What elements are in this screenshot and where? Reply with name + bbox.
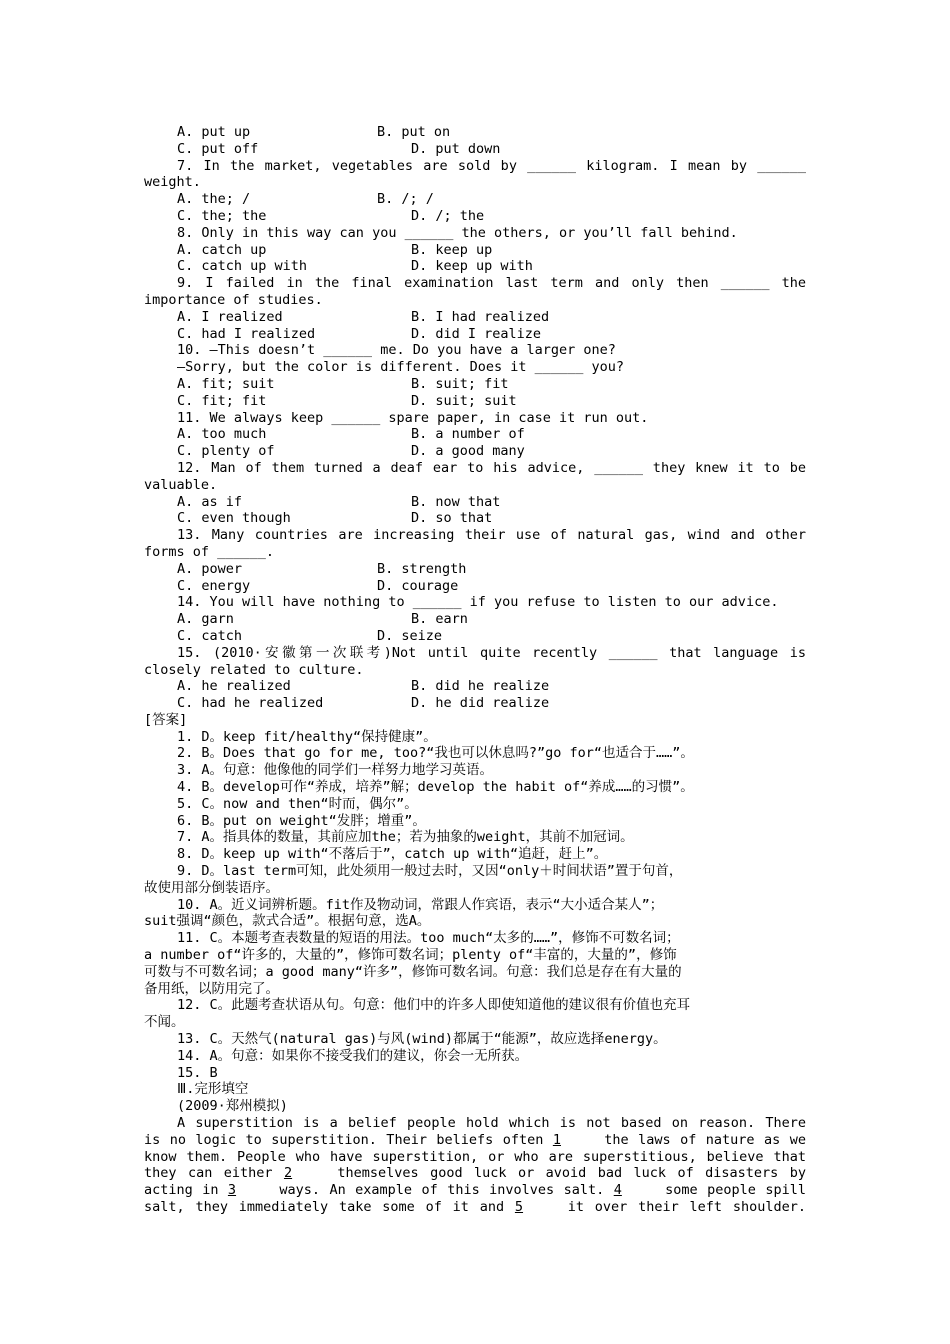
option-a: A. I realized [177,308,283,325]
question-7-options-row2 [144,208,806,225]
answer-11-cont-2: 可数与不可数名词；a good many“许多”，修饰可数名词。句意：我们总是存在有大量的 [144,963,682,980]
option-d: D. suit; suit [411,392,517,409]
cloze-passage-line-1: A superstition is a belief people hold which is not based on reason. There [177,1115,806,1132]
option-d: D. /; the [411,207,485,224]
question-14-stem: 14. You will have nothing to ______ if you refuse to listen to our advice. [177,594,779,611]
option-c: C. catch up with [177,258,308,275]
option-c: C. fit; fit [177,392,267,409]
answers-heading: [答案] [144,711,188,728]
question-11-options-row1 [144,426,806,443]
answer-1: 1. D。keep fit/healthy“保持健康”。 [177,728,437,745]
question-10-options-row1 [144,376,806,393]
option-d: D. keep up with [411,258,533,275]
option-d: D. so that [411,510,493,527]
question-9-stem: 9. I failed in the final examination last term and only then ______ the [177,275,806,292]
option-c: C. put off [177,140,259,157]
question-13-options-row1 [144,561,806,578]
option-a: A. he realized [177,678,291,695]
option-b: B. earn [411,611,468,628]
option-c: C. had I realized [177,325,316,342]
option-c: C. energy [177,577,251,594]
question-15-options-row1 [144,678,806,695]
option-b: B. I had realized [411,308,550,325]
option-a: A. as if [177,493,243,510]
question-7-options-row1 [144,191,806,208]
cloze-passage-line-5: acting in 3 ways. An example of this involves salt. 4 some people spill [144,1182,806,1199]
question-10-stem: 10. —This doesn’t ______ me. Do you have a larger one? [177,342,616,359]
option-b: B. strength [377,560,467,577]
answer-12-cont: 不闻。 [144,1014,185,1031]
question-8-stem: 8. Only in this way can you ______ the others, or you’ll fall behind. [177,224,738,241]
question-13-options-row2 [144,578,806,595]
question-11-options-row2 [144,443,806,460]
question-9-options-row2 [144,326,806,343]
option-c: C. had he realized [177,695,324,712]
answer-8: 8. D。keep up with“不落后于”，catch up with“追赶，赶上”。 [177,846,608,863]
cloze-blank-4[interactable]: 4 [613,1182,622,1199]
question-9-stem-cont: importance of studies. [144,291,323,308]
option-d: D. seize [377,627,443,644]
cloze-passage-line-3: know them. People who have superstition, or who are superstitious, believe that [144,1148,806,1165]
answer-11-cont-1: a number of“许多的，大量的”，修饰可数名词；plenty of“丰富的，大量的”，修饰 [144,947,677,964]
question-6-options-row2 [144,141,806,158]
option-a: A. put up [177,124,251,140]
answer-11-cont-3: 备用纸，以防用完了。 [144,980,279,997]
question-9-options-row1 [144,309,806,326]
cloze-passage-line-4: they can either 2 themselves good luck or avoid bad luck of disasters by [144,1165,806,1182]
cloze-blank-3[interactable]: 3 [227,1182,237,1199]
answer-12: 12. C。此题考查状语从句。句意：他们中的许多人即使知道他的建议很有价值也充耳 [177,997,691,1014]
question-15-stem-cont: closely related to culture. [144,661,364,678]
option-b: B. a number of [411,426,525,443]
option-d: D. a good many [411,443,525,460]
question-14-options-row1 [144,611,806,628]
question-15-options-row2 [144,695,806,712]
answer-11: 11. C。本题考查表数量的短语的用法。too much“太多的……”，修饰不可数名词； [177,930,680,947]
question-15-stem: 15. (2010·安徽第一次联考)Not until quite recently ______ that language is [177,644,806,661]
question-13-stem-cont: forms of ______. [144,543,275,560]
section-title: Ⅲ.完形填空 [177,1081,249,1098]
option-b: B. suit; fit [411,375,509,392]
question-12-stem: 12. Man of them turned a deaf ear to his advice, ______ they knew it to be [177,459,806,476]
option-b: B. did he realize [411,678,550,695]
answer-14: 14. A。句意：如果你不接受我们的建议，你会一无所获。 [177,1047,529,1064]
question-13-stem: 13. Many countries are increasing their use of natural gas, wind and other [177,527,806,544]
option-a: A. garn [177,611,234,628]
answer-10: 10. A。近义词辨析题。fit作及物动词，常跟人作宾语，表示“大小适合某人”； [177,896,664,913]
question-14-options-row2 [144,628,806,645]
option-c: C. the; the [177,207,267,224]
option-d: D. put down [411,140,501,157]
option-a: A. the; / [177,191,251,208]
option-c: C. plenty of [177,443,275,460]
answer-9: 9. D。last term可知，此处须用一般过去时，又因“only＋时间状语”置于句首， [177,863,683,880]
answer-13: 13. C。天然气(natural gas)与风(wind)都属于“能源”，故应选择energy。 [177,1031,667,1048]
answer-6: 6. B。put on weight“发胖；增重”。 [177,812,426,829]
answer-5: 5. C。now and then“时而，偶尔”。 [177,795,418,812]
question-7-stem: 7. In the market, vegetables are sold by ______ kilogram. I mean by ______ [177,157,806,174]
question-10-options-row2 [144,393,806,410]
cloze-passage-line-6: salt, they immediately take some of it and 5 it over their left shoulder. [144,1199,806,1215]
option-a: A. power [177,560,243,577]
answer-10-cont: suit强调“颜色，款式合适”。根据句意，选A。 [144,913,431,930]
question-11-stem: 11. We always keep ______ spare paper, in case it run out. [177,409,649,426]
question-8-options-row1 [144,242,806,259]
question-12-stem-cont: valuable. [144,476,218,493]
option-b: B. /; / [377,191,434,208]
question-10-stem-reply: —Sorry, but the color is different. Does it ______ you? [177,359,625,376]
answer-4: 4. B。develop可作“养成，培养”解；develop the habit of“养成……的习惯”。 [177,779,694,796]
question-6-options-row1 [144,124,806,141]
answer-9-cont: 故使用部分倒装语序。 [144,879,279,896]
answer-2: 2. B。Does that go for me, too?“我也可以休息吗?”go for“也适合于……”。 [177,745,694,762]
answer-3: 3. A。句意：他像他的同学们一样努力地学习英语。 [177,762,494,779]
option-d: D. did I realize [411,325,542,342]
answer-15: 15. B [177,1064,218,1081]
answer-7: 7. A。指具体的数量，其前应加the；若为抽象的weight，其前不加冠词。 [177,829,634,846]
option-a: A. fit; suit [177,375,275,392]
option-c: C. even though [177,510,291,527]
cloze-source: (2009·郑州模拟) [177,1098,288,1115]
option-d: D. courage [377,577,459,594]
document-page [144,124,806,1216]
option-b: B. keep up [411,241,493,258]
question-8-options-row2 [144,258,806,275]
option-a: A. catch up [177,241,267,258]
option-b: B. put on [377,124,451,140]
option-b: B. now that [411,493,501,510]
option-d: D. he did realize [411,695,550,712]
question-12-options-row2 [144,510,806,527]
option-a: A. too much [177,426,267,443]
cloze-blank-5[interactable]: 5 [514,1199,524,1215]
cloze-blank-1[interactable]: 1 [552,1131,561,1148]
cloze-passage-line-2: is no logic to superstition. Their beliefs often 1 the laws of nature as we [144,1131,806,1148]
option-c: C. catch [177,627,243,644]
question-12-options-row1 [144,494,806,511]
cloze-blank-2[interactable]: 2 [283,1165,293,1182]
question-7-stem-cont: weight. [144,174,201,191]
